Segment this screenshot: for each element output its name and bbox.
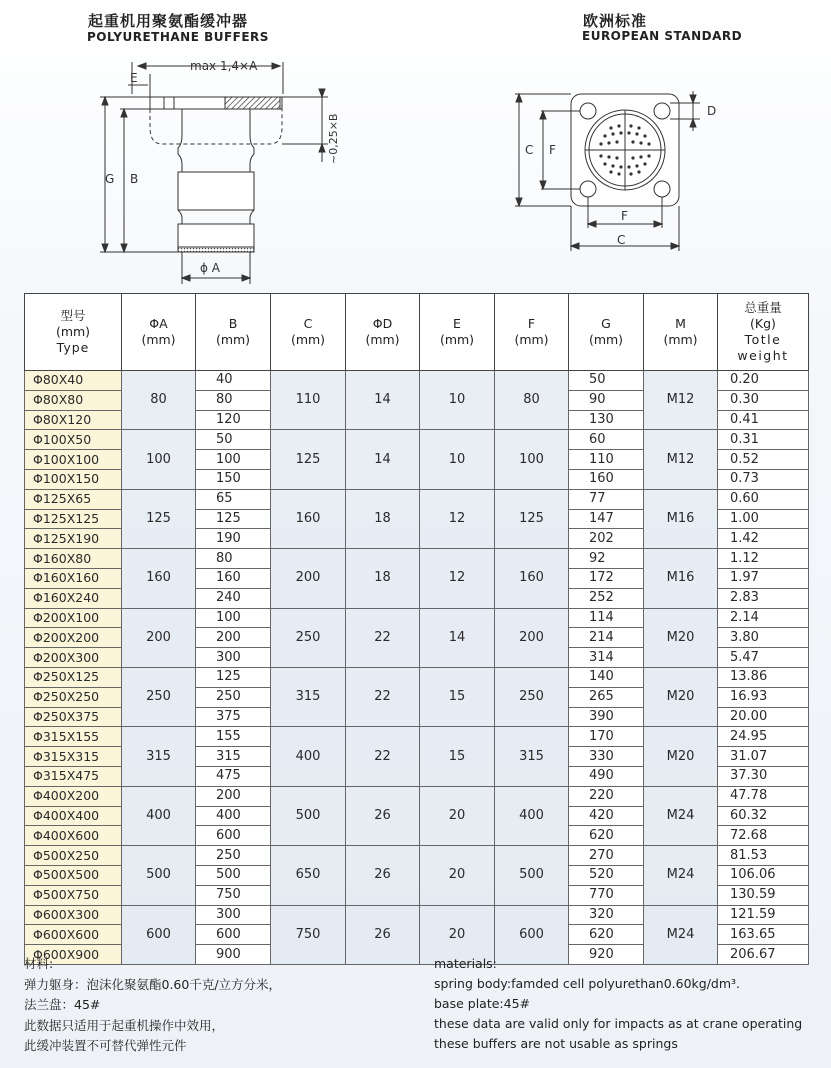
buffer-side-drawing bbox=[90, 52, 350, 290]
b-cell: 40 bbox=[196, 371, 271, 391]
type-cell: Φ200X300 bbox=[25, 648, 122, 668]
column-header-line: ΦA bbox=[149, 316, 168, 331]
type-cell: Φ400X600 bbox=[25, 826, 122, 846]
column-header-line: B bbox=[228, 316, 238, 331]
weight-cell: 206.67 bbox=[718, 945, 809, 965]
e-cell: 20 bbox=[420, 846, 495, 905]
phi-d-cell: 22 bbox=[346, 608, 420, 667]
column-header-line: Type bbox=[56, 340, 90, 355]
phi-d-cell: 26 bbox=[346, 846, 420, 905]
b-cell: 150 bbox=[196, 469, 271, 489]
column-header-line: Totle bbox=[744, 332, 782, 347]
b-cell: 750 bbox=[196, 885, 271, 905]
m-cell: M16 bbox=[644, 489, 718, 548]
column-header-line: ΦD bbox=[372, 316, 393, 331]
column-header bbox=[271, 294, 346, 371]
column-header-line: 总重量 bbox=[744, 300, 782, 315]
g-cell: 170 bbox=[569, 727, 644, 747]
table-row bbox=[25, 549, 809, 569]
dim-max-label: max 1,4×A bbox=[190, 59, 258, 73]
g-cell: 77 bbox=[569, 489, 644, 509]
b-cell: 250 bbox=[196, 846, 271, 866]
type-cell: Φ80X120 bbox=[25, 410, 122, 430]
type-cell: Φ160X160 bbox=[25, 568, 122, 588]
phi-a-cell: 200 bbox=[122, 608, 196, 667]
column-header-line: (mm) bbox=[365, 332, 400, 347]
b-cell: 600 bbox=[196, 826, 271, 846]
phi-d-cell: 14 bbox=[346, 430, 420, 489]
dim-g-label: G bbox=[105, 172, 115, 186]
weight-cell: 13.86 bbox=[718, 667, 809, 687]
weight-cell: 1.12 bbox=[718, 549, 809, 569]
note-en-line: these data are valid only for impacts as at crane operating bbox=[434, 1016, 803, 1031]
column-header bbox=[569, 294, 644, 371]
phi-a-cell: 500 bbox=[122, 846, 196, 905]
column-header-line: (mm) bbox=[55, 324, 91, 339]
b-cell: 400 bbox=[196, 806, 271, 826]
weight-cell: 1.97 bbox=[718, 568, 809, 588]
type-cell: Φ125X65 bbox=[25, 489, 122, 509]
b-cell: 65 bbox=[196, 489, 271, 509]
weight-cell: 20.00 bbox=[718, 707, 809, 727]
phi-a-cell: 125 bbox=[122, 489, 196, 548]
type-cell: Φ500X750 bbox=[25, 885, 122, 905]
table-row bbox=[25, 846, 809, 866]
phi-a-cell: 100 bbox=[122, 430, 196, 489]
g-cell: 90 bbox=[569, 390, 644, 410]
b-cell: 50 bbox=[196, 430, 271, 450]
e-cell: 14 bbox=[420, 608, 495, 667]
c-cell: 200 bbox=[271, 549, 346, 608]
type-cell: Φ100X100 bbox=[25, 450, 122, 470]
type-cell: Φ500X250 bbox=[25, 846, 122, 866]
table-row bbox=[25, 371, 809, 391]
table-row bbox=[25, 489, 809, 509]
g-cell: 160 bbox=[569, 469, 644, 489]
weight-cell: 60.32 bbox=[718, 806, 809, 826]
g-cell: 490 bbox=[569, 766, 644, 786]
column-header-line: (mm) bbox=[141, 332, 176, 347]
phi-a-cell: 250 bbox=[122, 667, 196, 726]
column-header-line: (Kg) bbox=[750, 316, 776, 331]
g-cell: 770 bbox=[569, 885, 644, 905]
weight-cell: 24.95 bbox=[718, 727, 809, 747]
weight-cell: 2.14 bbox=[718, 608, 809, 628]
table-row bbox=[25, 430, 809, 450]
b-cell: 190 bbox=[196, 529, 271, 549]
phi-d-cell: 18 bbox=[346, 489, 420, 548]
c-cell: 750 bbox=[271, 905, 346, 964]
b-cell: 80 bbox=[196, 549, 271, 569]
e-cell: 10 bbox=[420, 371, 495, 430]
f-cell: 125 bbox=[495, 489, 569, 548]
dim-f-side-label: F bbox=[549, 143, 556, 157]
weight-cell: 37.30 bbox=[718, 766, 809, 786]
weight-cell: 72.68 bbox=[718, 826, 809, 846]
type-cell: Φ125X125 bbox=[25, 509, 122, 529]
dim-c-side-label: C bbox=[525, 143, 534, 157]
e-cell: 20 bbox=[420, 786, 495, 845]
phi-d-cell: 14 bbox=[346, 371, 420, 430]
e-cell: 15 bbox=[420, 727, 495, 786]
m-cell: M12 bbox=[644, 430, 718, 489]
c-cell: 125 bbox=[271, 430, 346, 489]
e-cell: 10 bbox=[420, 430, 495, 489]
dim-b-label: B bbox=[130, 172, 139, 186]
b-cell: 300 bbox=[196, 905, 271, 925]
g-cell: 314 bbox=[569, 648, 644, 668]
g-cell: 420 bbox=[569, 806, 644, 826]
column-header-line: (mm) bbox=[588, 332, 624, 347]
g-cell: 265 bbox=[569, 687, 644, 707]
note-cn-line: 材料: bbox=[24, 956, 54, 971]
type-cell: Φ100X150 bbox=[25, 469, 122, 489]
g-cell: 60 bbox=[569, 430, 644, 450]
weight-cell: 130.59 bbox=[718, 885, 809, 905]
type-cell: Φ80X40 bbox=[25, 371, 122, 391]
weight-cell: 47.78 bbox=[718, 786, 809, 806]
f-cell: 400 bbox=[495, 786, 569, 845]
b-cell: 600 bbox=[196, 925, 271, 945]
type-cell: Φ125X190 bbox=[25, 529, 122, 549]
f-cell: 315 bbox=[495, 727, 569, 786]
phi-d-cell: 26 bbox=[346, 786, 420, 845]
b-cell: 200 bbox=[196, 786, 271, 806]
note-cn-line: 此缓冲装置不可替代弹性元件 bbox=[24, 1038, 187, 1053]
b-cell: 200 bbox=[196, 628, 271, 648]
column-header bbox=[495, 294, 569, 371]
b-cell: 475 bbox=[196, 766, 271, 786]
c-cell: 110 bbox=[271, 371, 346, 430]
g-cell: 252 bbox=[569, 588, 644, 608]
b-cell: 375 bbox=[196, 707, 271, 727]
phi-a-cell: 160 bbox=[122, 549, 196, 608]
b-cell: 160 bbox=[196, 568, 271, 588]
m-cell: M24 bbox=[644, 846, 718, 905]
column-header bbox=[346, 294, 420, 371]
type-cell: Φ315X315 bbox=[25, 747, 122, 767]
type-cell: Φ250X375 bbox=[25, 707, 122, 727]
weight-cell: 5.47 bbox=[718, 648, 809, 668]
phi-a-cell: 600 bbox=[122, 905, 196, 964]
b-cell: 315 bbox=[196, 747, 271, 767]
weight-cell: 3.80 bbox=[718, 628, 809, 648]
g-cell: 172 bbox=[569, 568, 644, 588]
weight-cell: 121.59 bbox=[718, 905, 809, 925]
weight-cell: 0.20 bbox=[718, 371, 809, 391]
table-row bbox=[25, 786, 809, 806]
c-cell: 160 bbox=[271, 489, 346, 548]
type-cell: Φ400X200 bbox=[25, 786, 122, 806]
e-cell: 20 bbox=[420, 905, 495, 964]
column-header-line: weight bbox=[737, 348, 789, 363]
b-cell: 900 bbox=[196, 945, 271, 965]
type-cell: Φ600X600 bbox=[25, 925, 122, 945]
note-en-line: spring body:famded cell polyurethan0.60kg/dm³. bbox=[434, 976, 741, 991]
weight-cell: 1.42 bbox=[718, 529, 809, 549]
b-cell: 500 bbox=[196, 865, 271, 885]
f-cell: 100 bbox=[495, 430, 569, 489]
g-cell: 140 bbox=[569, 667, 644, 687]
m-cell: M20 bbox=[644, 667, 718, 726]
column-header-line: 型号 bbox=[60, 308, 86, 323]
column-header-line: (mm) bbox=[663, 332, 698, 347]
b-cell: 125 bbox=[196, 509, 271, 529]
m-cell: M24 bbox=[644, 786, 718, 845]
e-cell: 12 bbox=[420, 549, 495, 608]
column-header-line: G bbox=[601, 316, 611, 331]
f-cell: 200 bbox=[495, 608, 569, 667]
b-cell: 80 bbox=[196, 390, 271, 410]
dim-c-bottom-label: C bbox=[617, 233, 626, 247]
phi-a-cell: 315 bbox=[122, 727, 196, 786]
weight-cell: 16.93 bbox=[718, 687, 809, 707]
weight-cell: 2.83 bbox=[718, 588, 809, 608]
title-en-left: POLYURETHANE BUFFERS bbox=[87, 30, 269, 44]
note-cn-line: 此数据只适用于起重机操作中效用， bbox=[24, 1017, 225, 1033]
table-header-row bbox=[25, 294, 809, 371]
title-en-right: EUROPEAN STANDARD bbox=[582, 29, 743, 43]
phi-a-cell: 400 bbox=[122, 786, 196, 845]
weight-cell: 0.52 bbox=[718, 450, 809, 470]
table-row bbox=[25, 727, 809, 747]
b-cell: 100 bbox=[196, 450, 271, 470]
m-cell: M16 bbox=[644, 549, 718, 608]
specification-table bbox=[24, 293, 809, 965]
weight-cell: 31.07 bbox=[718, 747, 809, 767]
c-cell: 250 bbox=[271, 608, 346, 667]
note-en-line: materials: bbox=[434, 956, 497, 971]
column-header bbox=[718, 294, 809, 371]
g-cell: 214 bbox=[569, 628, 644, 648]
m-cell: M12 bbox=[644, 371, 718, 430]
m-cell: M20 bbox=[644, 727, 718, 786]
weight-cell: 0.60 bbox=[718, 489, 809, 509]
type-cell: Φ600X900 bbox=[25, 945, 122, 965]
f-cell: 80 bbox=[495, 371, 569, 430]
g-cell: 92 bbox=[569, 549, 644, 569]
title-cn-right: 欧洲标准 bbox=[583, 12, 648, 30]
c-cell: 500 bbox=[271, 786, 346, 845]
flange-top-drawing bbox=[515, 86, 725, 256]
column-header bbox=[644, 294, 718, 371]
b-cell: 250 bbox=[196, 687, 271, 707]
g-cell: 520 bbox=[569, 865, 644, 885]
column-header bbox=[196, 294, 271, 371]
phi-a-cell: 80 bbox=[122, 371, 196, 430]
b-cell: 120 bbox=[196, 410, 271, 430]
b-cell: 300 bbox=[196, 648, 271, 668]
column-header-line: M bbox=[675, 316, 686, 331]
column-header-line: (mm) bbox=[439, 332, 475, 347]
column-header-line: F bbox=[527, 316, 536, 331]
type-cell: Φ600X300 bbox=[25, 905, 122, 925]
c-cell: 315 bbox=[271, 667, 346, 726]
c-cell: 650 bbox=[271, 846, 346, 905]
column-header-line: (mm) bbox=[290, 332, 326, 347]
f-cell: 600 bbox=[495, 905, 569, 964]
phi-d-cell: 22 bbox=[346, 727, 420, 786]
type-cell: Φ250X250 bbox=[25, 687, 122, 707]
weight-cell: 0.73 bbox=[718, 469, 809, 489]
g-cell: 50 bbox=[569, 371, 644, 391]
dim-d-label: D bbox=[707, 104, 717, 118]
g-cell: 320 bbox=[569, 905, 644, 925]
f-cell: 160 bbox=[495, 549, 569, 608]
c-cell: 400 bbox=[271, 727, 346, 786]
b-cell: 100 bbox=[196, 608, 271, 628]
weight-cell: 0.31 bbox=[718, 430, 809, 450]
type-cell: Φ160X80 bbox=[25, 549, 122, 569]
note-en-line: base plate:45# bbox=[434, 996, 531, 1011]
weight-cell: 163.65 bbox=[718, 925, 809, 945]
g-cell: 220 bbox=[569, 786, 644, 806]
dim-e-label: E bbox=[130, 71, 138, 85]
g-cell: 620 bbox=[569, 925, 644, 945]
title-cn-left: 起重机用聚氨酯缓冲器 bbox=[88, 12, 249, 30]
g-cell: 110 bbox=[569, 450, 644, 470]
type-cell: Φ250X125 bbox=[25, 667, 122, 687]
type-cell: Φ160X240 bbox=[25, 588, 122, 608]
table-row bbox=[25, 608, 809, 628]
column-header-line: E bbox=[453, 316, 461, 331]
type-cell: Φ400X400 bbox=[25, 806, 122, 826]
notes-en bbox=[434, 954, 802, 1054]
column-header bbox=[122, 294, 196, 371]
e-cell: 15 bbox=[420, 667, 495, 726]
column-header bbox=[25, 294, 122, 371]
type-cell: Φ80X80 bbox=[25, 390, 122, 410]
phi-d-cell: 26 bbox=[346, 905, 420, 964]
g-cell: 270 bbox=[569, 846, 644, 866]
e-cell: 12 bbox=[420, 489, 495, 548]
column-header bbox=[420, 294, 495, 371]
b-cell: 240 bbox=[196, 588, 271, 608]
type-cell: Φ200X100 bbox=[25, 608, 122, 628]
type-cell: Φ315X155 bbox=[25, 727, 122, 747]
column-header-line: C bbox=[303, 316, 313, 331]
weight-cell: 106.06 bbox=[718, 865, 809, 885]
b-cell: 155 bbox=[196, 727, 271, 747]
type-cell: Φ500X500 bbox=[25, 865, 122, 885]
type-cell: Φ315X475 bbox=[25, 766, 122, 786]
dim-phi-a-label: ϕ A bbox=[200, 261, 220, 275]
dim-quarter-b-label: ~0,25×B bbox=[327, 113, 340, 164]
note-en-line: these buffers are not usable as springs bbox=[434, 1036, 678, 1051]
g-cell: 620 bbox=[569, 826, 644, 846]
notes-cn bbox=[24, 954, 281, 1057]
g-cell: 114 bbox=[569, 608, 644, 628]
table-row bbox=[25, 905, 809, 925]
b-cell: 125 bbox=[196, 667, 271, 687]
g-cell: 130 bbox=[569, 410, 644, 430]
dim-f-bottom-label: F bbox=[621, 209, 628, 223]
weight-cell: 0.41 bbox=[718, 410, 809, 430]
phi-d-cell: 18 bbox=[346, 549, 420, 608]
f-cell: 250 bbox=[495, 667, 569, 726]
g-cell: 147 bbox=[569, 509, 644, 529]
type-cell: Φ200X200 bbox=[25, 628, 122, 648]
note-cn-line: 弹力躯身：泡沫化聚氨酯0.60千克/立方分米， bbox=[24, 976, 282, 992]
table-row bbox=[25, 667, 809, 687]
m-cell: M24 bbox=[644, 905, 718, 964]
weight-cell: 81.53 bbox=[718, 846, 809, 866]
g-cell: 390 bbox=[569, 707, 644, 727]
column-header-line: (mm) bbox=[514, 332, 549, 347]
g-cell: 920 bbox=[569, 945, 644, 965]
weight-cell: 1.00 bbox=[718, 509, 809, 529]
phi-d-cell: 22 bbox=[346, 667, 420, 726]
m-cell: M20 bbox=[644, 608, 718, 667]
f-cell: 500 bbox=[495, 846, 569, 905]
g-cell: 330 bbox=[569, 747, 644, 767]
g-cell: 202 bbox=[569, 529, 644, 549]
type-cell: Φ100X50 bbox=[25, 430, 122, 450]
weight-cell: 0.30 bbox=[718, 390, 809, 410]
column-header-line: (mm) bbox=[215, 332, 251, 347]
note-cn-line: 法兰盘：45# bbox=[24, 997, 101, 1012]
